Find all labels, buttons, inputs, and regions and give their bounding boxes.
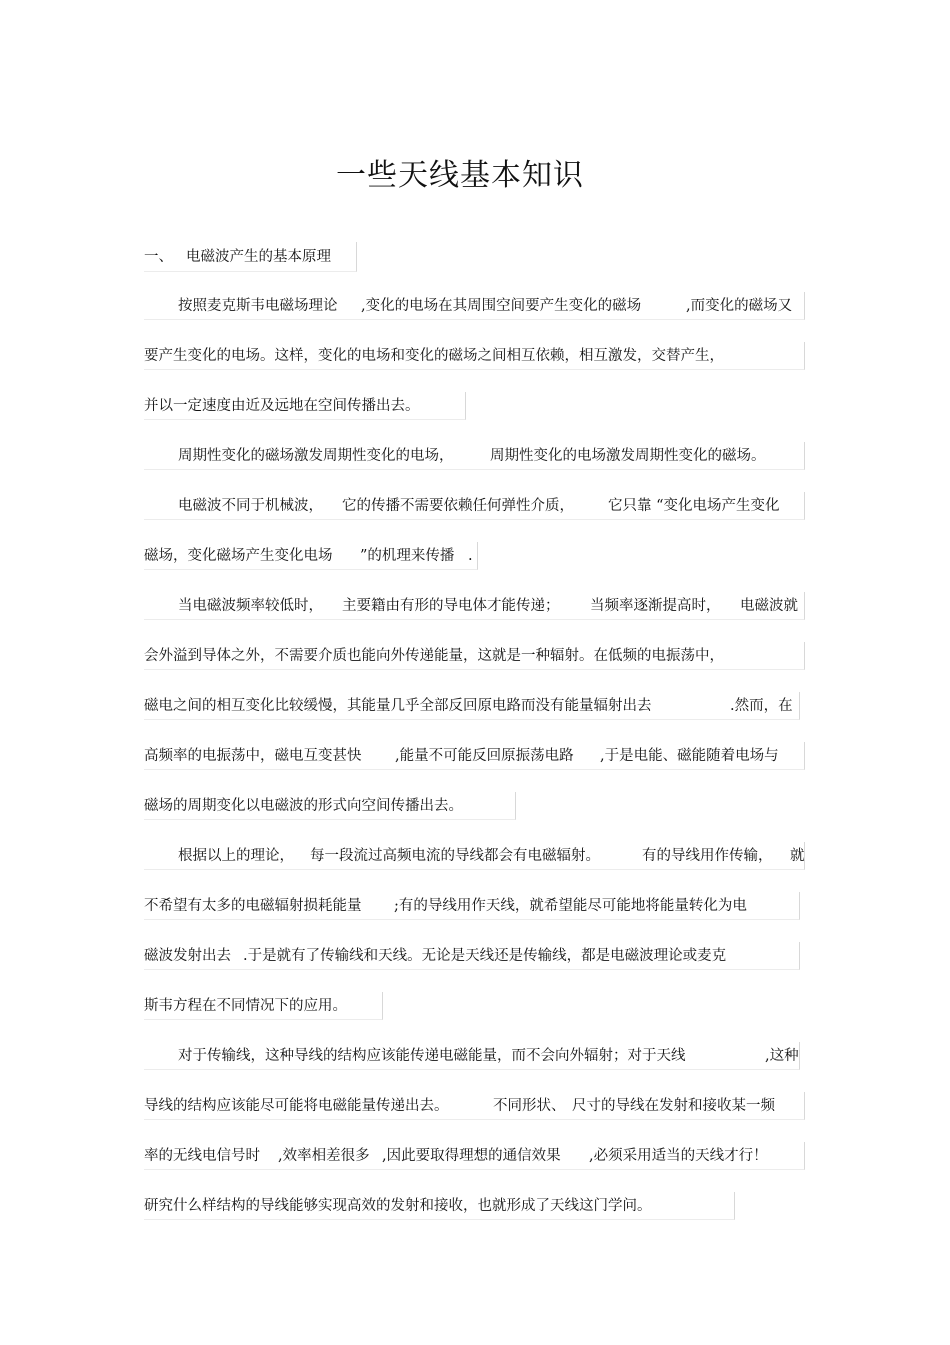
- paragraph-line: [144, 1042, 800, 1070]
- text-segment: 磁场的周期变化以电磁波的形式向空间传播出去。: [144, 798, 463, 814]
- text-segment: 高频率的电振荡中，磁电互变甚快: [144, 748, 362, 764]
- text-segment: 就: [790, 848, 805, 864]
- paragraph-line: [144, 692, 800, 720]
- text-segment: 不希望有太多的电磁辐射损耗能量: [144, 898, 362, 914]
- text-segment: ,因此要取得理想的通信效果: [382, 1148, 561, 1164]
- text-segment: 会外溢到导体之外，不需要介质也能向外传递能量，这就是一种辐射。在低频的电振荡中，: [144, 648, 724, 664]
- paragraph-line: [144, 992, 383, 1020]
- text-segment: 它的传播不需要依赖任何弹性介质，: [342, 498, 574, 514]
- text-segment: ,能量不可能反回原振荡电路: [395, 748, 574, 764]
- paragraph-line: [144, 292, 805, 320]
- text-segment: 尺寸的导线在发射和接收某一频: [572, 1098, 775, 1114]
- text-segment: 要产生变化的电场。这样，变化的电场和变化的磁场之间相互依赖，相互激发，交替产生，: [144, 348, 724, 364]
- paragraph-line: [144, 492, 805, 520]
- paragraph-line: [144, 1142, 805, 1170]
- paragraph-line: [144, 792, 516, 820]
- text-segment: 电磁波就: [740, 598, 798, 614]
- paragraph-line: [144, 1092, 805, 1120]
- section-heading: [144, 242, 357, 272]
- paragraph-line: [144, 442, 805, 470]
- text-segment: 不同形状、: [493, 1098, 566, 1114]
- section-number: 一、: [144, 249, 173, 265]
- paragraph-line: [144, 542, 478, 570]
- text-segment: 按照麦克斯韦电磁场理论: [178, 298, 338, 314]
- paragraph-line: [144, 392, 466, 420]
- text-segment: 斯韦方程在不同情况下的应用。: [144, 998, 347, 1014]
- text-segment: .于是就有了传输线和天线。无论是天线还是传输线，都是电磁波理论或麦克: [243, 948, 727, 964]
- text-segment: 对于传输线，这种导线的结构应该能传递电磁能量，而不会向外辐射；对于天线: [178, 1048, 686, 1064]
- section-heading-text: 电磁波产生的基本原理: [186, 249, 331, 265]
- paragraph-line: [144, 892, 800, 920]
- text-segment: 当电磁波频率较低时，: [178, 598, 323, 614]
- text-segment: 周期性变化的磁场激发周期性变化的电场，: [178, 448, 454, 464]
- text-segment: ,于是电能、磁能随着电场与: [600, 748, 779, 764]
- paragraph-line: [144, 342, 805, 370]
- text-segment: 电磁波不同于机械波，: [178, 498, 323, 514]
- text-segment: 磁电之间的相互变化比较缓慢，其能量几乎全部反回原电路而没有能量辐射出去: [144, 698, 652, 714]
- text-segment: 主要籍由有形的导电体才能传递；: [342, 598, 560, 614]
- text-segment: 并以一定速度由近及远地在空间传播出去。: [144, 398, 420, 414]
- paragraph-line: [144, 642, 805, 670]
- paragraph-line: [144, 1192, 735, 1220]
- text-segment: 每一段流过高频电流的导线都会有电磁辐射。: [310, 848, 600, 864]
- text-segment: 根据以上的理论，: [178, 848, 294, 864]
- text-segment: 率的无线电信号时: [144, 1148, 260, 1164]
- document-title: 一些天线基本知识: [336, 158, 584, 193]
- text-segment: 它只靠 “变化电场产生变化: [608, 498, 780, 514]
- text-segment: ;有的导线用作天线，就希望能尽可能地将能量转化为电: [394, 898, 747, 914]
- paragraph-line: [144, 942, 800, 970]
- text-segment: 当频率逐渐提高时，: [590, 598, 721, 614]
- text-segment: 有的导线用作传输，: [642, 848, 773, 864]
- text-segment: ”的机理来传播: [360, 548, 455, 564]
- text-segment: 磁波发射出去: [144, 948, 231, 964]
- paragraph-line: [144, 592, 805, 620]
- text-segment: ,变化的电场在其周围空间要产生变化的磁场: [361, 298, 642, 314]
- text-segment: 研究什么样结构的导线能够实现高效的发射和接收，也就形成了天线这门学问。: [144, 1198, 652, 1214]
- text-segment: ,效率相差很多: [278, 1148, 370, 1164]
- text-segment: 磁场，变化磁场产生变化电场: [144, 548, 333, 564]
- text-segment: 导线的结构应该能尽可能将电磁能量传递出去。: [144, 1098, 449, 1114]
- text-segment: ,而变化的磁场又: [686, 298, 793, 314]
- text-segment: .: [468, 548, 473, 564]
- paragraph-line: [144, 842, 805, 870]
- text-segment: ,必须采用适当的天线才行！: [589, 1148, 768, 1164]
- text-segment: ,这种: [765, 1048, 799, 1064]
- text-segment: 周期性变化的电场激发周期性变化的磁场。: [490, 448, 766, 464]
- text-segment: .然而，在: [730, 698, 793, 714]
- paragraph-line: [144, 742, 805, 770]
